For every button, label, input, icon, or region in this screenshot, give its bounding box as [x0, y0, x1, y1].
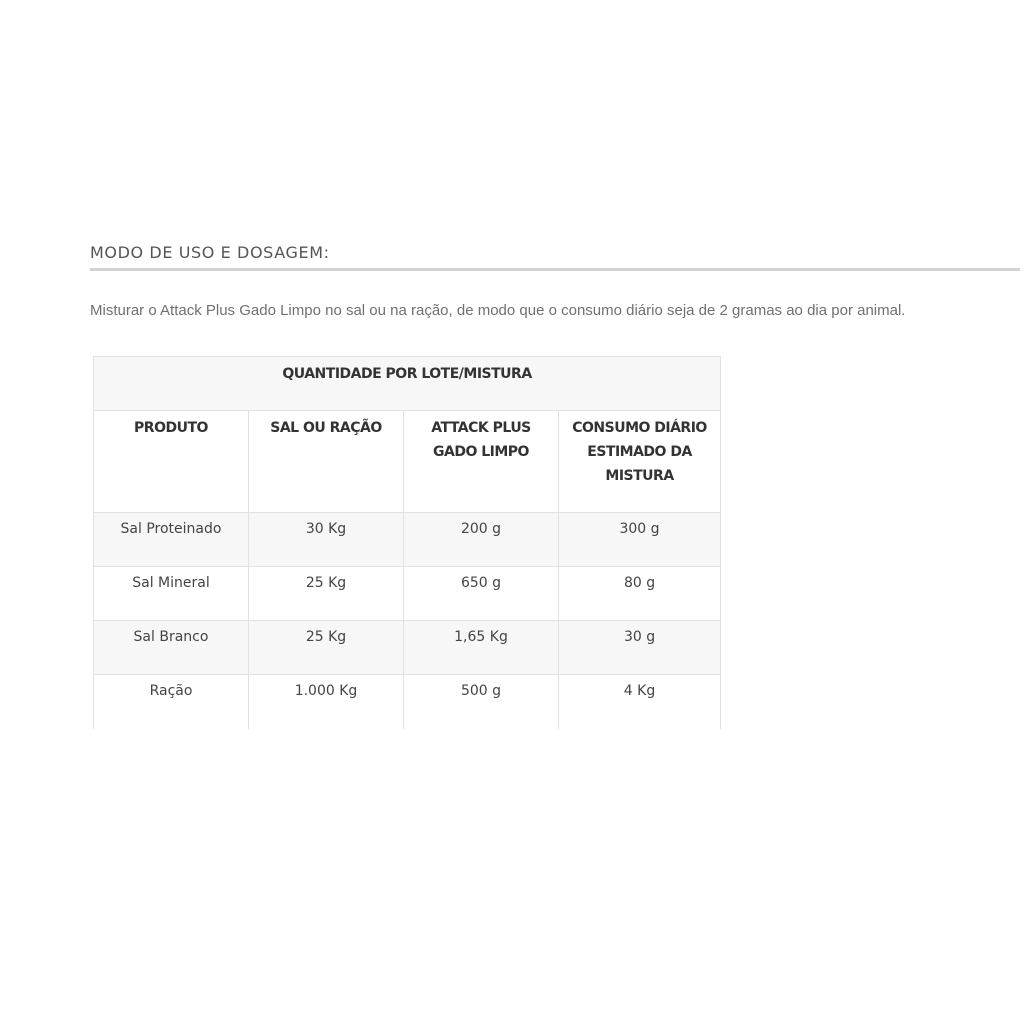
cell-attack-plus: 1,65 Kg [404, 621, 559, 675]
column-header-attack-plus: ATTACK PLUS GADO LIMPO [404, 411, 559, 513]
cell-attack-plus: 200 g [404, 513, 559, 567]
dosage-table [93, 356, 721, 729]
table-caption-row [94, 357, 721, 411]
column-header-produto: PRODUTO [94, 411, 249, 513]
table-row [94, 675, 721, 729]
cell-consumo-diario: 4 Kg [559, 675, 721, 729]
cell-produto: Ração [94, 675, 249, 729]
cell-attack-plus: 500 g [404, 675, 559, 729]
cell-sal-ou-racao: 1.000 Kg [249, 675, 404, 729]
cell-consumo-diario: 30 g [559, 621, 721, 675]
column-header-sal-ou-racao: SAL OU RAÇÃO [249, 411, 404, 513]
cell-produto: Sal Mineral [94, 567, 249, 621]
table-row [94, 567, 721, 621]
cell-sal-ou-racao: 25 Kg [249, 567, 404, 621]
cell-produto: Sal Branco [94, 621, 249, 675]
usage-instructions: Misturar o Attack Plus Gado Limpo no sal ou na ração, de modo que o consumo diário seja de 2 gramas ao dia por animal. [90, 302, 906, 319]
cell-produto: Sal Proteinado [94, 513, 249, 567]
table-row [94, 513, 721, 567]
cell-consumo-diario: 80 g [559, 567, 721, 621]
cell-sal-ou-racao: 30 Kg [249, 513, 404, 567]
table-header-row [94, 411, 721, 513]
table-row [94, 621, 721, 675]
cell-sal-ou-racao: 25 Kg [249, 621, 404, 675]
cell-attack-plus: 650 g [404, 567, 559, 621]
section-divider [90, 268, 1020, 271]
column-header-consumo-diario: CONSUMO DIÁRIO ESTIMADO DA MISTURA [559, 411, 721, 513]
cell-consumo-diario: 300 g [559, 513, 721, 567]
table-caption: QUANTIDADE POR LOTE/MISTURA [94, 357, 721, 411]
section-title: MODO DE USO E DOSAGEM: [90, 243, 330, 262]
